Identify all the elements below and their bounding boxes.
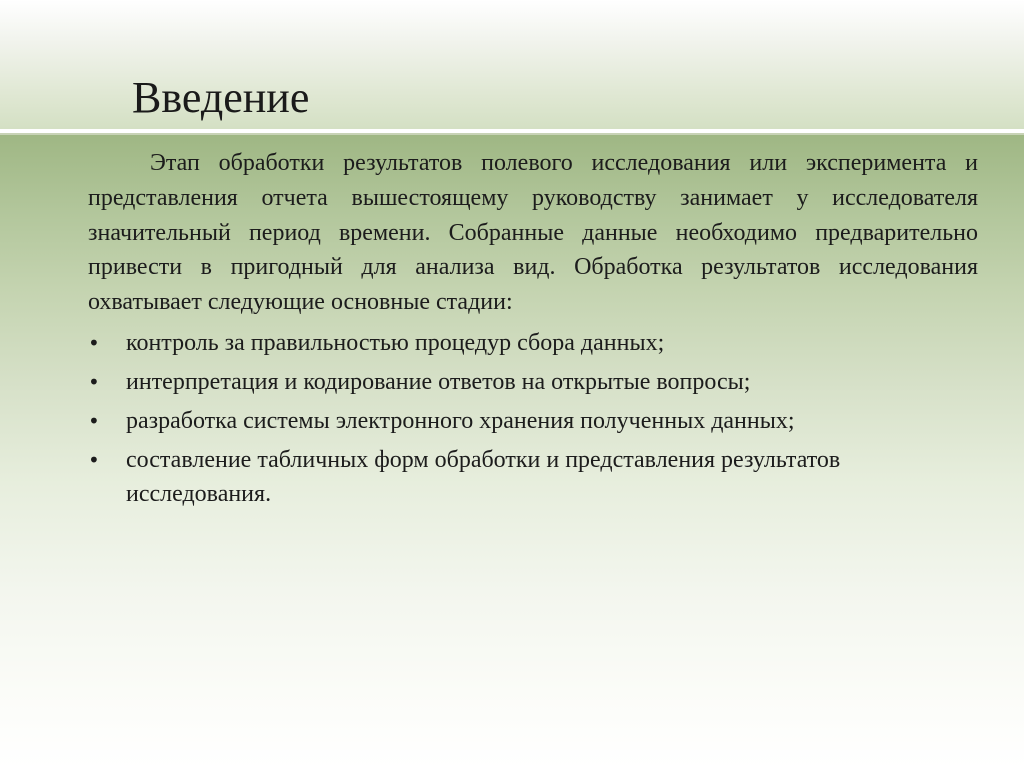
- list-item: [88, 365, 978, 399]
- list-item-text: контроль за правильностью процедур сбора данных;: [126, 329, 665, 356]
- intro-paragraph: Этап обработки результатов полевого исследования или эксперимента и представления отчета вышестоящему руководству занимает у исследователя значительный период времени. Собранные данные необходимо предварительно привести в пригодный для анализа вид. Обработка результатов исследования охватывает следующие основные стадии:: [88, 150, 978, 316]
- stages-list: [88, 326, 978, 511]
- slide-title: Введение: [132, 73, 310, 122]
- list-item-text: разработка системы электронного хранения полученных данных;: [126, 407, 795, 434]
- bullet-icon: •: [88, 369, 100, 394]
- list-item: [88, 443, 978, 511]
- bullet-icon: •: [88, 408, 100, 433]
- list-item-text: составление табличных форм обработки и представления результатов исследования.: [126, 446, 841, 507]
- bullet-icon: •: [88, 447, 100, 472]
- list-item: [88, 326, 978, 360]
- slide-content: [88, 146, 978, 516]
- list-item: [88, 404, 978, 438]
- bullet-icon: •: [88, 330, 100, 355]
- list-item-text: интерпретация и кодирование ответов на открытые вопросы;: [126, 368, 751, 395]
